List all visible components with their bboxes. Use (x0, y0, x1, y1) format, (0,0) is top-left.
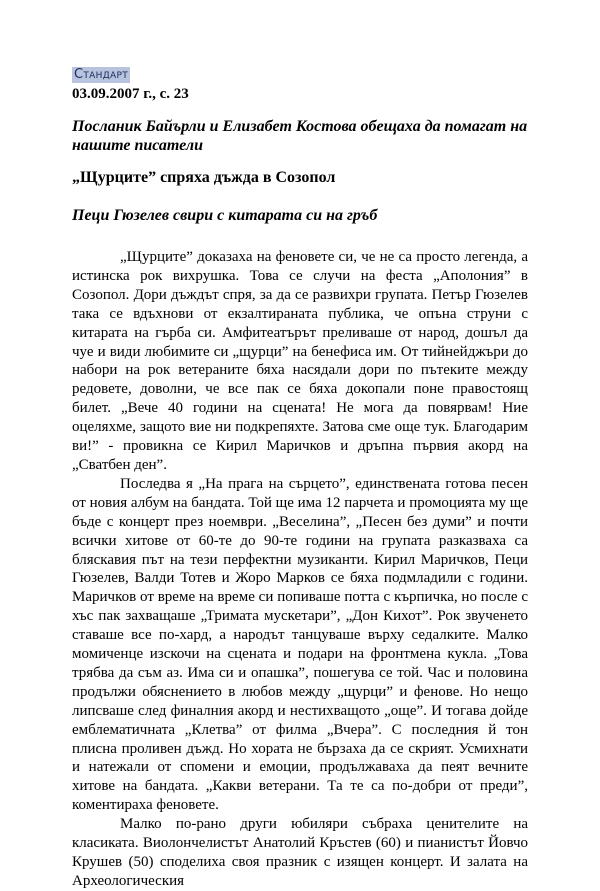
headline-ambassador: Посланик Байърли и Елизабет Костова обещаха да помагат на нашите писатели (72, 118, 528, 154)
headline-main: „Щурците” спряха дъжда в Созопол (72, 169, 336, 186)
headline-subtitle: Пеци Гюзелев свири с китарата си на гръб (72, 207, 378, 224)
publication-date-page: 03.09.2007 г., с. 23 (72, 86, 189, 102)
article-paragraph-2: Последва я „На прага на сърцето”, единствената готова песен от новия албум на бандата. Той ще има 12 парчета и промоцията му ще бъде с концерт през ноември. „Веселина”, „Песен без думи” и почти всички хитове от 60-те до 90-те години на групата разказваха са бляскавия път на тези перфектни музиканти. Кирил Маричков, Пеци Гюзелев, Валди Тотев и Жоро Марков се бяха подмладили с години. Маричков от време на време си попиваше потта с кърпичка, но после с хъс пак захващаше „Тримата мускетари”, „Дон Кихот”. Рок звученето ставаше все по-хард, а народът танцуваше върху седалките. Малко момиченце изскочи на сцената и подари на фронтмена кукла. „Това трябва да съм аз. Има си и опашка”, пошегува се той. Час и половина продължи обяснението в любов между „щурци” и фенове. Но нещо липсваше след финалния акорд и нестихващото „още”. И тогава дойде емблематичната „Клетва” от филма „Вчера”. С последния й тон плисна проливен дъжд. Но хората не бързаха да се скрият. Усмихнати и натежали от спомени и емоции, продължаваха да пеят вечните хитове на бандата. „Какви ветерани. Та те са по-добри от преди”, коментираха феновете. (72, 475, 528, 814)
article-body (72, 248, 528, 891)
article-paragraph-1: „Щурците” доказаха на феновете си, че не са просто легенда, а истинска рок вихрушка. Това се случи на феста „Аполония” в Созопол. Дори дъждът спря, за да се развихри групата. Петър Гюзелев така се вдъхнови от екзалтираната публика, че опъна струни с китарата на гърба си. Амфитеатърът преливаше от народ, дошъл да чуе и види любимите си „щурци” на бенефиса им. От тийнейджъри до набори на рок ветераните бяха насядали дори по пътеките между редовете, доволни, че все пак се бяха докопали поне правостоящ билет. „Вече 40 години на сцената! Не мога да повярвам! Ние оцеляхме, защото вие ни подкрепяхте. Затова сме още тук. Благодарим ви!” - провикна се Кирил Маричков и дръпна първия акорд на „Сватбен ден”. (72, 249, 528, 473)
article-paragraph-3: Малко по-рано други юбиляри събраха ценителите на класиката. Виолончелистът Анатолий Кръстев (60) и пианистът Йовчо Крушев (50) споделиха своя празник с изящен концерт. И залата на Археологическия (72, 816, 528, 889)
newspaper-logo: Стандарт (74, 67, 129, 82)
